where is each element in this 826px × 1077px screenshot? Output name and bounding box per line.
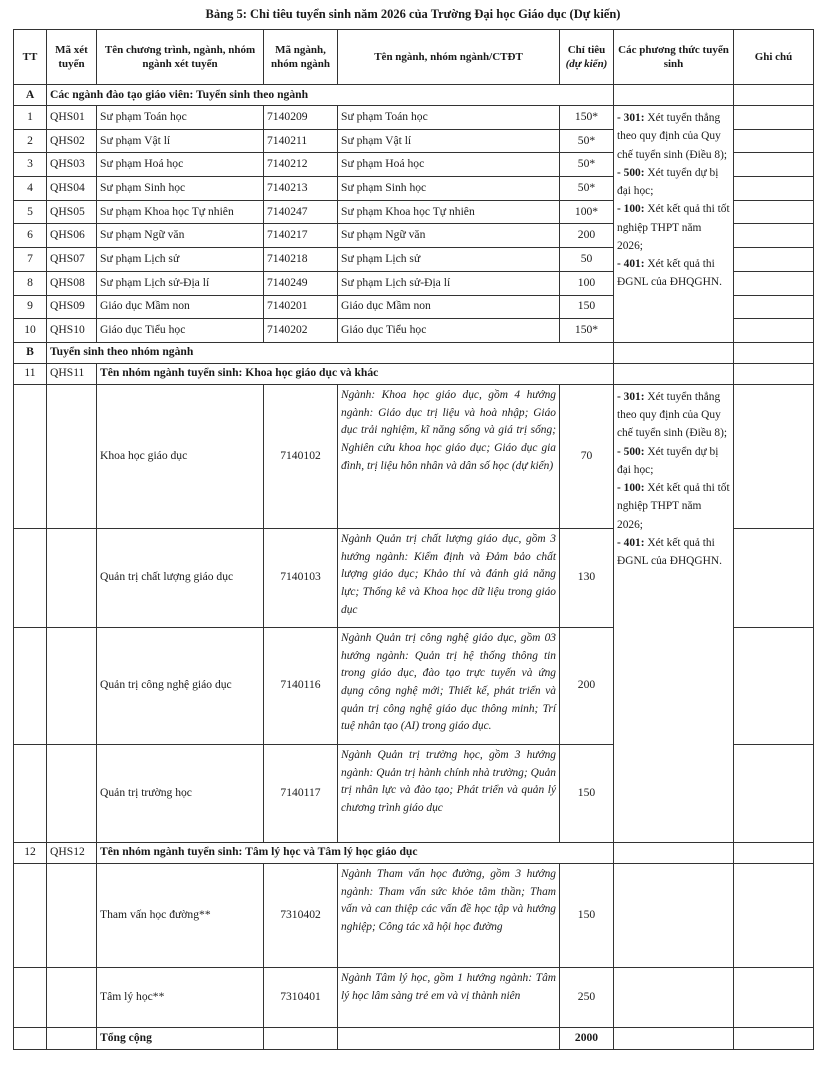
row-notes	[734, 384, 814, 528]
empty-cell	[614, 967, 734, 1027]
method-text: Xét tuyển thẳng theo quy định của Quy chế tuyển sinh (Điều 8);	[617, 390, 728, 440]
method-text: Xét kết quả thi ĐGNL của ĐHQGHN.	[617, 536, 722, 568]
header-quota-note: (dự kiến)	[565, 58, 608, 70]
table-row	[14, 967, 814, 1027]
empty-cell	[14, 967, 47, 1027]
method-item	[617, 164, 730, 201]
method-item	[617, 534, 730, 571]
row-admission-code: QHS05	[47, 200, 97, 224]
group-label: Tên nhóm ngành tuyển sinh: Tâm lý học và Tâm lý học giáo dục	[97, 842, 614, 863]
row-program-name: Quản trị công nghệ giáo dục	[97, 627, 264, 744]
table-row	[14, 384, 814, 528]
header-notes: Ghi chú	[734, 30, 814, 85]
row-quota: 130	[560, 528, 614, 627]
group-admission-code: QHS11	[47, 363, 97, 384]
header-tt: TT	[14, 30, 47, 85]
row-tt: 2	[14, 129, 47, 153]
row-tt: 8	[14, 271, 47, 295]
empty-cell	[14, 744, 47, 842]
admission-quota-table	[13, 29, 814, 1050]
empty-cell	[47, 863, 97, 967]
row-notes	[734, 863, 814, 967]
table-row	[14, 863, 814, 967]
row-program-name: Giáo dục Tiểu học	[97, 319, 264, 343]
empty-cell	[734, 842, 814, 863]
row-tt: 5	[14, 200, 47, 224]
group-admission-code: QHS12	[47, 842, 97, 863]
total-value: 2000	[560, 1027, 614, 1049]
row-program-name: Sư phạm Vật lí	[97, 129, 264, 153]
row-tt: 7	[14, 248, 47, 272]
row-major-code: 7310402	[264, 863, 338, 967]
row-major-code: 7140212	[264, 153, 338, 177]
empty-cell	[47, 384, 97, 528]
row-tt: 3	[14, 153, 47, 177]
empty-cell	[614, 842, 734, 863]
row-major-code: 7140117	[264, 744, 338, 842]
row-quota: 50*	[560, 177, 614, 201]
empty-cell	[734, 342, 814, 363]
row-program-name: Tham vấn học đường**	[97, 863, 264, 967]
header-methods: Các phương thức tuyển sinh	[614, 30, 734, 85]
empty-cell	[14, 1027, 47, 1049]
method-text: Xét kết quả thi tốt nghiệp THPT năm 2026;	[617, 482, 730, 531]
row-major-code: 7140202	[264, 319, 338, 343]
row-tt: 10	[14, 319, 47, 343]
row-quota: 50*	[560, 153, 614, 177]
empty-cell	[614, 363, 734, 384]
empty-cell	[47, 528, 97, 627]
method-item	[617, 200, 730, 255]
empty-cell	[614, 342, 734, 363]
row-major-description: Ngành Tham vấn học đường, gồm 3 hướng ngành: Tham vấn sức khỏe tâm thần; Tham vấn và can thiệp các vấn đề học tập và hướng nghiệp; Công tác xã hội học đường	[338, 863, 560, 967]
empty-cell	[734, 363, 814, 384]
row-major-name: Sư phạm Ngữ văn	[338, 224, 560, 248]
row-major-description: Ngành: Khoa học giáo dục, gồm 4 hướng ngành: Giáo dục trị liệu và hoà nhập; Giáo dục trải nghiệm, kĩ năng sống và giá trị sống; Nghiên cứu khoa học giáo dục; Giáo dục gia đình, trị liệu hôn nhân và dân số học (dự kiến)	[338, 384, 560, 528]
row-program-name: Sư phạm Hoá học	[97, 153, 264, 177]
group-tt: 12	[14, 842, 47, 863]
row-notes	[734, 319, 814, 343]
method-code: - 301:	[617, 112, 645, 124]
empty-cell	[264, 1027, 338, 1049]
row-major-description: Ngành Quản trị chất lượng giáo dục, gồm 3 hướng ngành: Kiểm định và Đảm bảo chất lượng giáo dục; Khảo thí và đánh giá năng lực; Thống kê và Khoa học dữ liệu trong giáo dục	[338, 528, 560, 627]
method-code: - 500:	[617, 166, 645, 179]
row-major-code: 7140116	[264, 627, 338, 744]
section-row	[14, 85, 814, 106]
section-row	[14, 342, 814, 363]
row-program-name: Sư phạm Sinh học	[97, 177, 264, 201]
admission-methods	[614, 384, 734, 842]
row-program-name: Sư phạm Khoa học Tự nhiên	[97, 200, 264, 224]
method-text: Xét kết quả thi ĐGNL của ĐHQGHN.	[617, 258, 722, 289]
row-program-name: Quản trị chất lượng giáo dục	[97, 528, 264, 627]
row-major-description: Ngành Tâm lý học, gồm 1 hướng ngành: Tâm lý học lâm sàng trẻ em và vị thành niên	[338, 967, 560, 1027]
empty-cell	[47, 744, 97, 842]
row-notes	[734, 967, 814, 1027]
row-notes	[734, 129, 814, 153]
row-major-description: Ngành Quản trị công nghệ giáo dục, gồm 03 hướng ngành: Quản trị hệ thống thông tin trong giáo dục, đào tạo trực tuyến và ứng dụng công nghệ mới; Thiết kế, phát triển và quản trị công nghệ giáo dục thông minh; Trí tuệ nhân tạo (AI) trong giáo dục.	[338, 627, 560, 744]
row-major-code: 7140209	[264, 106, 338, 130]
row-admission-code: QHS07	[47, 248, 97, 272]
header-major-name: Tên ngành, nhóm ngành/CTĐT	[338, 30, 560, 85]
method-item	[617, 479, 730, 534]
row-quota: 150*	[560, 106, 614, 130]
row-major-code: 7140103	[264, 528, 338, 627]
method-item	[617, 443, 730, 480]
header-major-code: Mã ngành, nhóm ngành	[264, 30, 338, 85]
method-text: Xét kết quả thi tốt nghiệp THPT năm 2026;	[617, 203, 730, 252]
row-program-name: Tâm lý học**	[97, 967, 264, 1027]
row-quota: 100	[560, 271, 614, 295]
header-program-name: Tên chương trình, ngành, nhóm ngành xét tuyển	[97, 30, 264, 85]
row-major-code: 7140213	[264, 177, 338, 201]
header-quota	[560, 30, 614, 85]
header-quota-label: Chỉ tiêu	[567, 43, 606, 56]
row-admission-code: QHS08	[47, 271, 97, 295]
header-admission-code: Mã xét tuyển	[47, 30, 97, 85]
row-major-code: 7140249	[264, 271, 338, 295]
row-program-name: Sư phạm Ngữ văn	[97, 224, 264, 248]
row-quota: 200	[560, 224, 614, 248]
row-tt: 4	[14, 177, 47, 201]
method-code: - 301:	[617, 390, 645, 403]
section-code: A	[14, 85, 47, 106]
row-program-name: Sư phạm Toán học	[97, 106, 264, 130]
empty-cell	[47, 627, 97, 744]
empty-cell	[14, 627, 47, 744]
method-code: - 100:	[617, 482, 645, 495]
row-admission-code: QHS03	[47, 153, 97, 177]
row-major-name: Sư phạm Khoa học Tự nhiên	[338, 200, 560, 224]
method-item	[617, 109, 730, 164]
table-row	[14, 106, 814, 130]
row-major-name: Sư phạm Lịch sử-Địa lí	[338, 271, 560, 295]
header-row	[14, 30, 814, 85]
method-text: Xét tuyển dự bị đại học;	[617, 445, 719, 476]
group-row	[14, 842, 814, 863]
method-item	[617, 255, 730, 292]
row-major-name: Sư phạm Toán học	[338, 106, 560, 130]
row-notes	[734, 106, 814, 130]
row-notes	[734, 200, 814, 224]
row-major-description: Ngành Quản trị trường học, gồm 3 hướng ngành: Quản trị hành chính nhà trường; Quản trị nhân lực và đào tạo; Phát triển và quản lý chương trình giáo dục	[338, 744, 560, 842]
empty-cell	[734, 85, 814, 106]
row-admission-code: QHS10	[47, 319, 97, 343]
row-admission-code: QHS06	[47, 224, 97, 248]
admission-methods	[614, 106, 734, 343]
row-admission-code: QHS02	[47, 129, 97, 153]
row-program-name: Sư phạm Lịch sử	[97, 248, 264, 272]
method-code: - 401:	[617, 536, 645, 549]
group-tt: 11	[14, 363, 47, 384]
empty-cell	[14, 528, 47, 627]
method-code: - 500:	[617, 445, 645, 458]
row-major-name: Sư phạm Vật lí	[338, 129, 560, 153]
row-notes	[734, 248, 814, 272]
row-quota: 50*	[560, 129, 614, 153]
row-tt: 6	[14, 224, 47, 248]
method-text: Xét tuyển dự bị đại học;	[617, 166, 719, 197]
empty-cell	[338, 1027, 560, 1049]
row-quota: 150	[560, 295, 614, 319]
empty-cell	[614, 1027, 734, 1049]
empty-cell	[47, 967, 97, 1027]
row-quota: 70	[560, 384, 614, 528]
total-label: Tổng cộng	[97, 1027, 264, 1049]
row-program-name: Quản trị trường học	[97, 744, 264, 842]
row-tt: 1	[14, 106, 47, 130]
row-major-code: 7140102	[264, 384, 338, 528]
row-major-name: Giáo dục Tiểu học	[338, 319, 560, 343]
empty-cell	[14, 384, 47, 528]
section-code: B	[14, 342, 47, 363]
empty-cell	[47, 1027, 97, 1049]
empty-cell	[614, 85, 734, 106]
empty-cell	[734, 1027, 814, 1049]
row-major-name: Sư phạm Lịch sử	[338, 248, 560, 272]
row-program-name: Giáo dục Mầm non	[97, 295, 264, 319]
row-notes	[734, 295, 814, 319]
row-major-name: Sư phạm Sinh học	[338, 177, 560, 201]
row-notes	[734, 177, 814, 201]
row-admission-code: QHS04	[47, 177, 97, 201]
section-label: Các ngành đào tạo giáo viên: Tuyển sinh theo ngành	[47, 85, 614, 106]
method-code: - 401:	[617, 258, 645, 270]
total-row	[14, 1027, 814, 1049]
row-notes	[734, 627, 814, 744]
row-notes	[734, 153, 814, 177]
row-notes	[734, 744, 814, 842]
row-notes	[734, 224, 814, 248]
row-major-code: 7310401	[264, 967, 338, 1027]
section-label: Tuyển sinh theo nhóm ngành	[47, 342, 614, 363]
row-notes	[734, 271, 814, 295]
table-title: Bảng 5: Chỉ tiêu tuyển sinh năm 2026 của Trường Đại học Giáo dục (Dự kiến)	[205, 7, 621, 21]
row-quota: 250	[560, 967, 614, 1027]
row-major-code: 7140217	[264, 224, 338, 248]
row-notes	[734, 528, 814, 627]
row-quota: 150	[560, 744, 614, 842]
row-quota: 150*	[560, 319, 614, 343]
group-label: Tên nhóm ngành tuyển sinh: Khoa học giáo dục và khác	[97, 363, 614, 384]
method-item	[617, 388, 730, 443]
group-row	[14, 363, 814, 384]
row-major-code: 7140211	[264, 129, 338, 153]
row-admission-code: QHS01	[47, 106, 97, 130]
row-quota: 50	[560, 248, 614, 272]
row-quota: 100*	[560, 200, 614, 224]
row-major-code: 7140201	[264, 295, 338, 319]
row-admission-code: QHS09	[47, 295, 97, 319]
row-program-name: Sư phạm Lịch sử-Địa lí	[97, 271, 264, 295]
row-major-code: 7140218	[264, 248, 338, 272]
row-tt: 9	[14, 295, 47, 319]
row-quota: 200	[560, 627, 614, 744]
row-quota: 150	[560, 863, 614, 967]
method-text: Xét tuyển thẳng theo quy định của Quy chế tuyển sinh (Điều 8);	[617, 112, 728, 161]
row-major-name: Giáo dục Mầm non	[338, 295, 560, 319]
row-major-name: Sư phạm Hoá học	[338, 153, 560, 177]
row-major-code: 7140247	[264, 200, 338, 224]
method-code: - 100:	[617, 203, 645, 216]
empty-cell	[14, 863, 47, 967]
empty-cell	[614, 863, 734, 967]
row-program-name: Khoa học giáo dục	[97, 384, 264, 528]
